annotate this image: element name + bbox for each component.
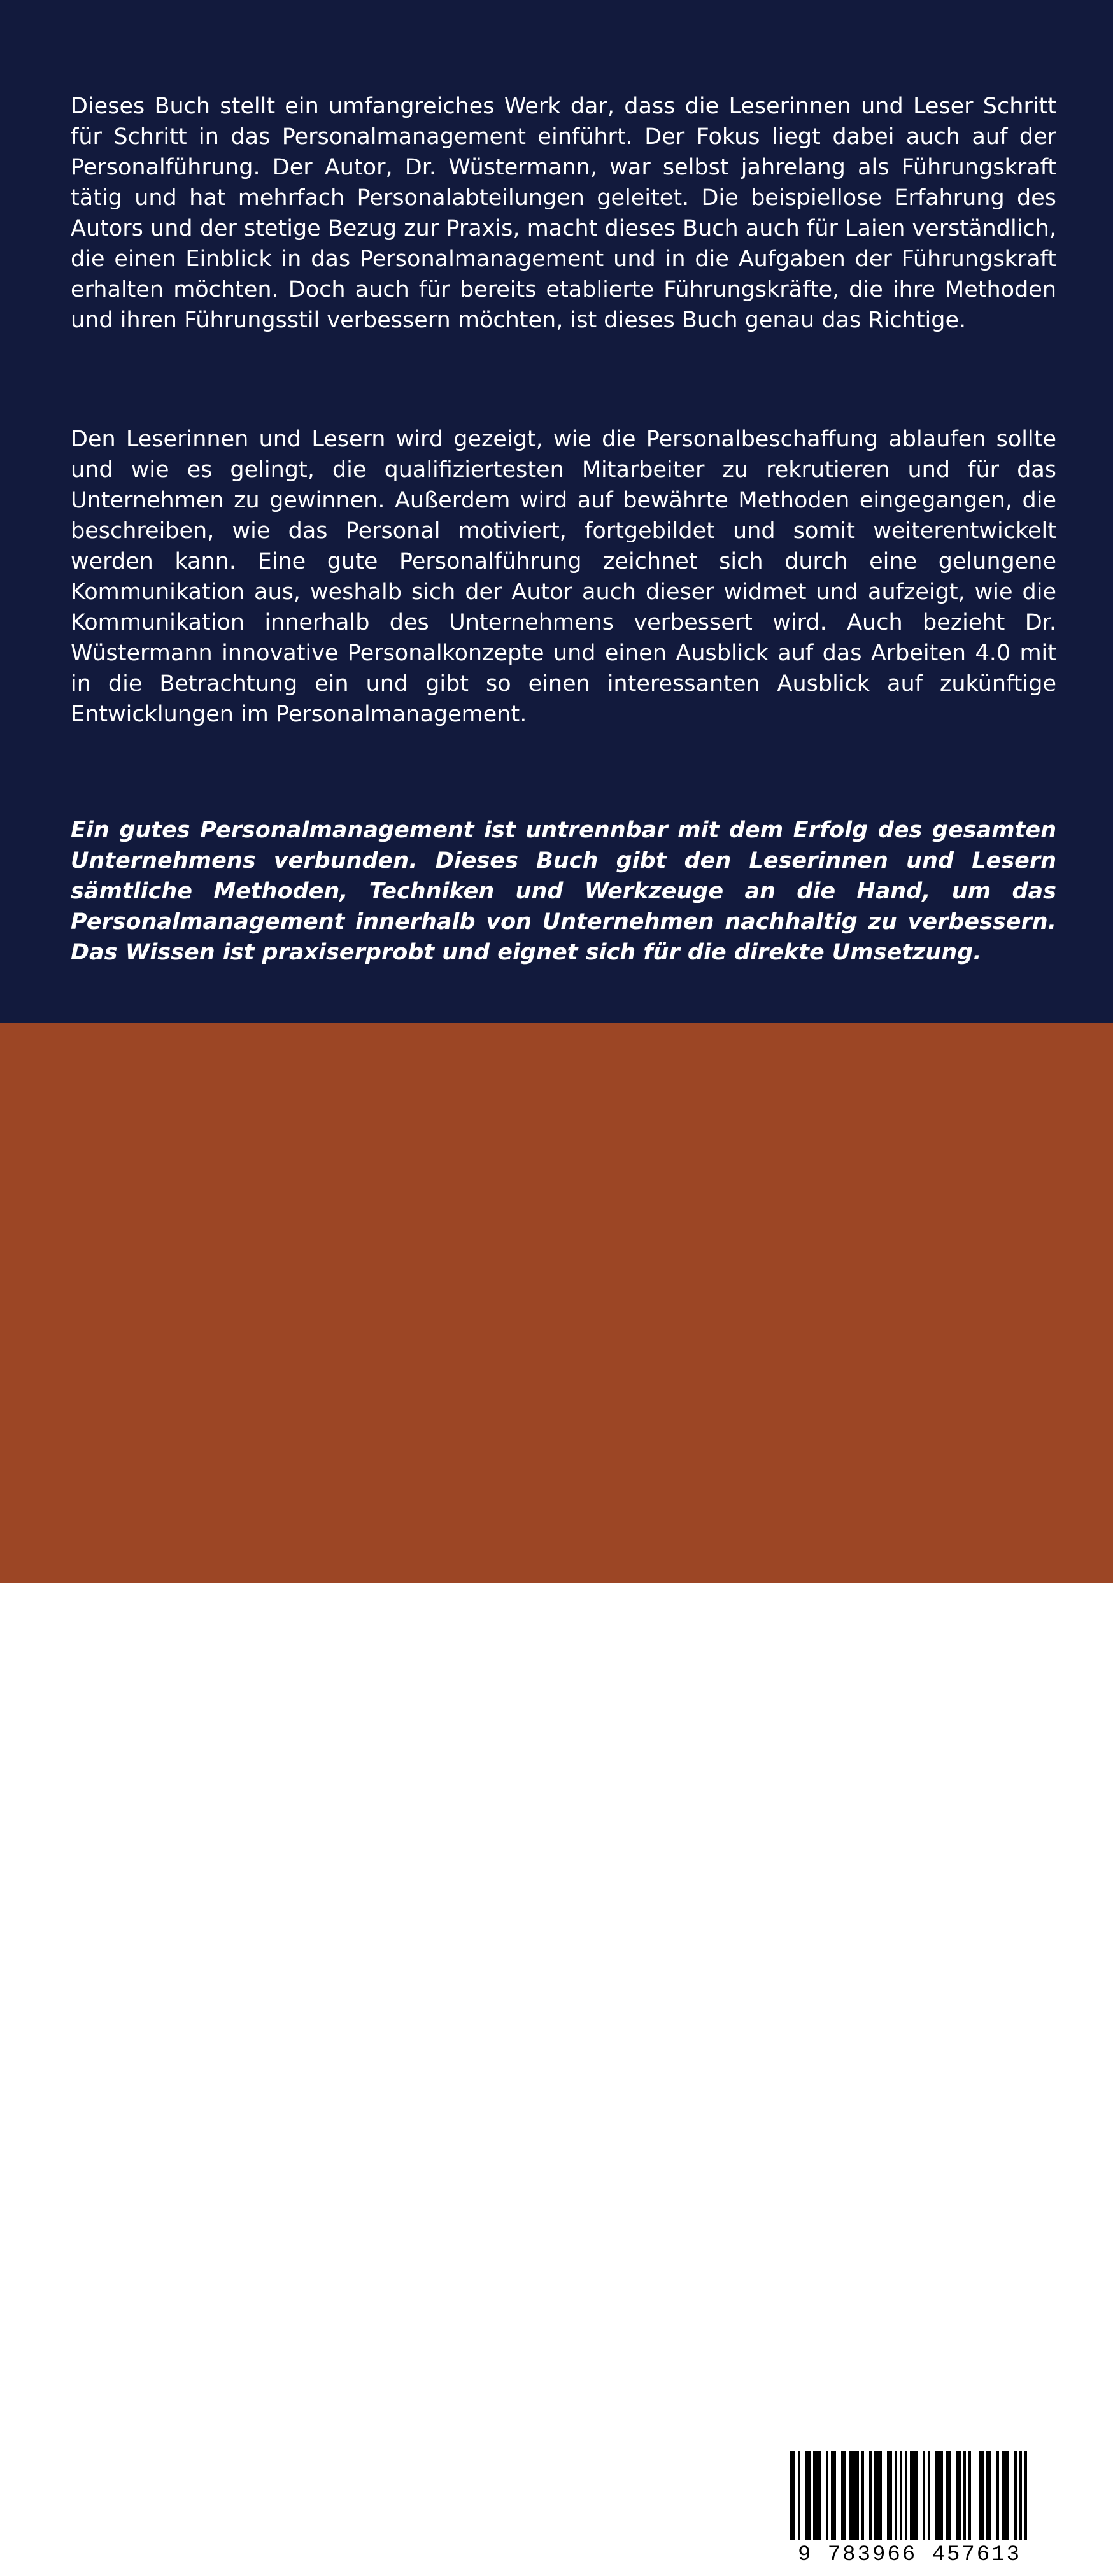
barcode-bar: [1019, 2451, 1022, 2540]
barcode-bar: [874, 2451, 877, 2540]
barcode-bar: [808, 2451, 811, 2540]
barcode-bar: [790, 2451, 793, 2540]
barcode-bar: [854, 2451, 856, 2540]
barcode-bar: [816, 2451, 818, 2540]
description-summary-italic: Ein gutes Personalmanagement ist untrennbar mit dem Erfolg des gesamten Unternehmens verbunden. Dieses Buch gibt den Leserinnen und Lesern sämtliche Methoden, Techniken und Werkzeuge an die Hand, um das Personalmanagement innerhalb von Unternehmen nachhaltig zu verbessern. Das Wissen ist praxiserprobt und eignet sich für die direkte Umsetzung.: [71, 817, 1056, 965]
barcode-bar: [912, 2451, 915, 2540]
author-name: Dr. Ralf Peter Wüstermann: [71, 2073, 429, 2101]
barcode-bar: [813, 2451, 816, 2540]
barcode-bar: [900, 2451, 902, 2540]
barcode-bar: [798, 2451, 800, 2540]
barcode-bar: [833, 2451, 836, 2540]
barcode-bar: [861, 2451, 864, 2540]
barcode-bar: [818, 2451, 821, 2540]
barcode-bar: [1014, 2451, 1017, 2540]
author-bio-first: [71, 2072, 1056, 2165]
barcode-bar: [968, 2451, 971, 2540]
barcode-bar: [805, 2451, 808, 2540]
barcode-bar: [841, 2451, 844, 2540]
barcode-bar: [851, 2451, 854, 2540]
barcode-bar: [1024, 2451, 1027, 2540]
barcode-bar: [989, 2451, 991, 2540]
barcode-bar: [979, 2451, 981, 2540]
description-paragraph-2: Den Leserinnen und Lesern wird gezeigt, wie die Personalbeschaffung ablaufen sollte und wie es gelingt, die qualifiziertesten Mitarbeiter zu rekrutieren und für das Unternehmen zu gewinnen. Außerdem wird auf bewährte Methoden eingegangen, die beschreiben, wie das Personal motiviert, fortgebildet und somit weiterentwickelt werden kann. Eine gute Personalführung zeichnet sich durch eine gelungene Kommunikation aus, weshalb sich der Autor auch dieser widmet und aufzeigt, wie die Kommunikation innerhalb des Unternehmens verbessert wird. Auch bezieht Dr. Wüstermann innovative Personalkonzepte und einen Ausblick auf das Arbeiten 4.0 mit in die Betrachtung ein und gibt so einen interessanten Ausblick auf zukünftige Entwicklungen im Personalmanagement.: [71, 427, 1056, 727]
author-bio-part1: ist gelernter Großhandels- und Außenkaufmann, hat an der BUW in Wuppertal studiert und ein Promotionsstudium an der Girne American University abgeschlossen.: [71, 2076, 1056, 2162]
barcode-bar: [986, 2451, 989, 2540]
barcode-bar: [905, 2451, 907, 2540]
barcode-bar: [915, 2451, 918, 2540]
barcode-bar: [879, 2451, 882, 2540]
barcode-bar: [1004, 2451, 1007, 2540]
barcode-bar: [844, 2451, 846, 2540]
description-paragraph-1: Dieses Buch stellt ein umfangreiches Werk dar, dass die Leserinnen und Leser Schritt für Schritt in das Personalmanagement einführt. Der Fokus liegt dabei auch auf der Personalführung. Der Autor, Dr. Wüstermann, war selbst jahrelang als Führungskraft tätig und hat mehrfach Personalabteilungen geleitet. Die beispiellose Erfahrung des Autors und der stetige Bezug zur Praxis, macht dieses Buch auch für Laien verständlich, die einen Einblick in das Personalmanagement und in die Aufgaben der Führungskraft erhalten möchten. Doch auch für bereits etablierte Führungskräfte, die ihre Methoden und ihren Führungsstil verbessern möchten, ist dieses Buch genau das Richtige.: [71, 94, 1056, 333]
barcode-bar: [1007, 2451, 1009, 2540]
barcode-bar: [1002, 2451, 1004, 2540]
barcode-bar: [887, 2451, 890, 2540]
barcode-bar: [948, 2451, 951, 2540]
barcode-bar: [928, 2451, 930, 2540]
barcode-bar: [940, 2451, 943, 2540]
barcode-bar: [963, 2451, 966, 2540]
barcode-bar: [869, 2451, 872, 2540]
barcode-bar: [938, 2451, 940, 2540]
barcode-bar: [981, 2451, 984, 2540]
barcode-bar: [935, 2451, 938, 2540]
author-bio: [71, 2072, 1056, 2287]
barcode-bar: [849, 2451, 851, 2540]
barcode-bar: [890, 2451, 892, 2540]
barcode-bar: [958, 2451, 961, 2540]
barcode-bar: [910, 2451, 912, 2540]
barcode-bar: [793, 2451, 795, 2540]
isbn-barcode: [777, 2439, 1042, 2576]
barcode-bar: [856, 2451, 859, 2540]
description-panel: [0, 0, 1113, 1023]
barcode-bar: [946, 2451, 948, 2540]
barcode-bar: [996, 2451, 999, 2540]
barcode-bar: [923, 2451, 925, 2540]
barcode-bar: [877, 2451, 879, 2540]
barcode-bar: [895, 2451, 897, 2540]
author-panel: [0, 1023, 1113, 2567]
barcode-bar: [831, 2451, 833, 2540]
author-bio-part2: Der Autor verfügt über umfangreiche Führungserfahrung und hat bereits mehrere Personalabteilungen geleitet. Seine Erfahrung gibt Dr. Wüstermann in seinem Buch weiter und bietet den Leserinnen und Lesern innovative Personalkonzepte sowie einen Ausblick auf das Arbeiten 4.0.: [71, 2167, 1056, 2284]
isbn-number: 9 783966 457613: [797, 2543, 1022, 2567]
barcode-bar: [826, 2451, 828, 2540]
barcode-bar: [956, 2451, 958, 2540]
